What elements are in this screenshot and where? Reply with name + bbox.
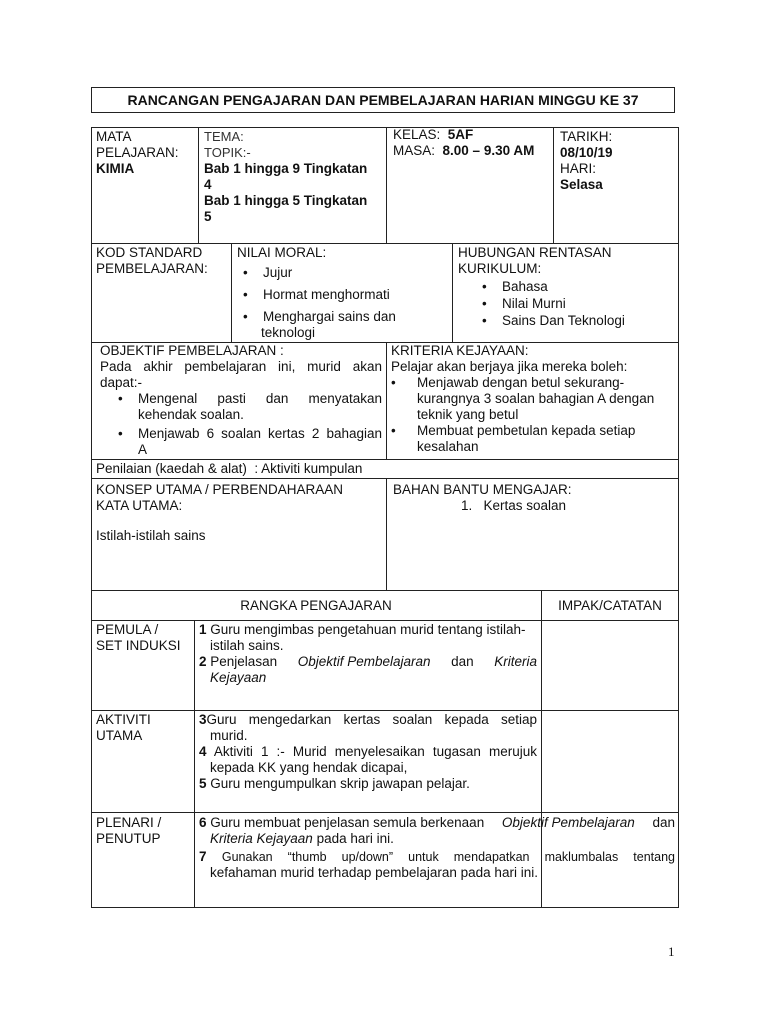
pemula-step-1-continuation: istilah sains.: [210, 638, 284, 653]
hubungan-item: • Nilai Murni: [476, 296, 676, 312]
step-italic: Kriteria Kejayaan: [210, 831, 313, 846]
page-number: 1: [668, 944, 675, 959]
step-text: Guru mengimbas pengetahuan murid tentang istilah-: [210, 622, 526, 637]
step-number: 2: [199, 654, 207, 669]
objektif-item-2-line-2: A: [138, 442, 148, 457]
step-text: dan: [652, 815, 675, 830]
step-number: 6: [199, 815, 207, 830]
objektif-intro-2: dapat:-: [100, 375, 143, 390]
bahan-bantu-cell: [393, 482, 675, 514]
kriteria-label: KRITERIA KEJAYAAN:: [391, 343, 529, 358]
step-number: 1: [199, 622, 207, 637]
kelas-label: KELAS:: [393, 127, 441, 142]
mata-label-2: PELAJARAN:: [96, 145, 179, 160]
kriteria-item-1-line-3: teknik yang betul: [417, 407, 519, 422]
plenari-label-1: PLENARI /: [96, 815, 162, 830]
step-text: Gunakan “thumb up/down” untuk mendapatkan maklumbalas tentang: [221, 850, 675, 864]
plenari-step-7-continuation: kefahaman murid terhadap pembelajaran pada hari ini.: [210, 865, 538, 880]
aktiviti-step-3-continuation: murid.: [210, 728, 248, 743]
kelas-value: 5AF: [447, 127, 474, 142]
step-italic: Kriteria: [494, 654, 537, 669]
aktiviti-step-4: [199, 744, 537, 760]
step-number: 3: [199, 712, 207, 727]
plenari-label-2: PENUTUP: [96, 831, 161, 846]
topik-line-1: Bab 1 hingga 9 Tingkatan: [204, 161, 368, 176]
step-text: Guru membuat penjelasan semula berkenaan: [210, 815, 485, 830]
objektif-intro-1: Pada akhir pembelajaran ini, murid akan: [100, 359, 382, 374]
pemula-label-1: PEMULA /: [96, 622, 159, 637]
pemula-step-2: [199, 654, 537, 670]
masa-value: 8.00 – 9.30 AM: [442, 143, 535, 158]
hubungan-label-2: KURIKULUM:: [458, 261, 542, 276]
step-number: 7: [199, 849, 207, 864]
tarikh-hari-cell: [560, 129, 676, 193]
plenari-step-6-continuation: [199, 831, 675, 847]
pemula-step-1: [199, 622, 537, 638]
konsep-label-2: KATA UTAMA:: [96, 498, 183, 513]
step-text: Guru mengumpulkan skrip jawapan pelajar.: [210, 776, 470, 791]
topik-line-3: Bab 1 hingga 5 Tingkatan: [204, 193, 368, 208]
konsep-label-1: KONSEP UTAMA / PERBENDAHARAAN: [96, 482, 344, 497]
kod-label-2: PEMBELAJARAN:: [96, 261, 208, 276]
nilai-item: • Hormat menghormati: [237, 287, 451, 303]
objektif-item-1-line-2: kehendak soalan.: [138, 407, 244, 422]
penilaian-row: Penilaian (kaedah & alat) : Aktiviti kumpulan: [96, 461, 363, 476]
nilai-item: • Menghargai sains dan: [237, 309, 451, 325]
nilai-item-continuation: teknologi: [261, 325, 316, 340]
objektif-item-2: [112, 426, 382, 458]
bahan-item-1: 1. Kertas soalan: [461, 498, 567, 513]
objektif-item-2-line-1: • Menjawab 6 soalan kertas 2 bahagian: [138, 426, 382, 441]
pemula-label: [96, 622, 192, 654]
hari-label: HARI:: [560, 161, 597, 176]
topik-label: TOPIK:-: [204, 145, 251, 160]
kriteria-item-2-line-2: kesalahan: [417, 439, 479, 454]
tema-label: TEMA:: [204, 129, 244, 144]
aktiviti-step-4-continuation: kepada KK yang hendak dicapai,: [210, 760, 408, 775]
tema-topik-cell: [204, 129, 384, 225]
hari-value: Selasa: [560, 177, 603, 192]
plenari-step-7: [199, 849, 675, 865]
plenari-content: [199, 815, 675, 881]
aktiviti-step-5: [199, 776, 537, 792]
mata-value: KIMIA: [96, 161, 135, 176]
kriteria-item-2-line-1: • Membuat pembetulan kepada setiap: [417, 423, 636, 438]
tarikh-value: 08/10/19: [560, 145, 613, 160]
aktiviti-label: [96, 712, 192, 744]
step-text: pada hari ini.: [316, 831, 394, 846]
rangka-header: RANGKA PENGAJARAN: [240, 598, 392, 613]
hubungan-item: • Sains Dan Teknologi: [476, 313, 676, 329]
step-text: Aktiviti 1 :- Murid menyelesaikan tugasan merujuk: [213, 744, 537, 759]
kriteria-item-1-line-2: kurangnya 3 soalan bahagian A dengan: [417, 391, 655, 406]
bahan-label: BAHAN BANTU MENGAJAR:: [393, 482, 572, 497]
aktiviti-label-2: UTAMA: [96, 728, 143, 743]
kriteria-item-1: [385, 375, 676, 423]
step-text: dan: [451, 654, 474, 669]
pemula-label-2: SET INDUKSI: [96, 638, 181, 653]
aktiviti-step-3: [199, 712, 537, 728]
topik-line-4: 5: [204, 209, 212, 224]
mata-pelajaran-cell: [96, 129, 196, 177]
document-title: RANCANGAN PENGAJARAN DAN PEMBELAJARAN HARIAN MINGGU KE 37: [91, 87, 675, 113]
step-text: Guru mengedarkan kertas soalan kepada setiap: [206, 712, 537, 727]
hubungan-item: • Bahasa: [476, 279, 676, 295]
objektif-item-1-line-1: • Mengenal pasti dan menyatakan: [138, 391, 382, 406]
pemula-step-2-continuation: Kejayaan: [210, 670, 267, 685]
pemula-content: [199, 622, 537, 686]
step-number: 4: [199, 744, 207, 759]
hubungan-label-1: HUBUNGAN RENTASAN: [458, 245, 612, 260]
plenari-step-6: [199, 815, 675, 831]
nilai-item: • Jujur: [237, 265, 451, 281]
kriteria-item-1-line-1: • Menjawab dengan betul sekurang-: [417, 375, 625, 390]
nilai-label: NILAI MORAL:: [237, 245, 327, 260]
aktiviti-label-1: AKTIVITI: [96, 712, 151, 727]
kriteria-item-2: [385, 423, 676, 455]
step-italic: Objektif Pembelajaran: [501, 815, 635, 830]
kriteria-intro: Pelajar akan berjaya jika mereka boleh:: [391, 359, 628, 374]
objektif-label: OBJEKTIF PEMBELAJARAN :: [100, 343, 284, 358]
mata-label-1: MATA: [96, 129, 132, 144]
step-italic: Objektif Pembelajaran: [297, 654, 431, 669]
konsep-utama-cell: [96, 482, 382, 544]
plenari-label: [96, 815, 192, 847]
tarikh-label: TARIKH:: [560, 129, 613, 144]
impak-header: IMPAK/CATATAN: [558, 598, 662, 613]
kelas-masa-cell: [393, 127, 553, 159]
kriteria-cell: [391, 343, 676, 455]
masa-label: MASA:: [393, 143, 436, 158]
objektif-cell: [100, 343, 382, 458]
konsep-value: Istilah-istilah sains: [96, 528, 206, 543]
nilai-moral-cell: [237, 245, 451, 341]
objektif-item-1: [112, 391, 382, 423]
step-text: Penjelasan: [210, 654, 278, 669]
kod-label-1: KOD STANDARD: [96, 245, 203, 260]
step-number: 5: [199, 776, 207, 791]
aktiviti-content: [199, 712, 537, 792]
kod-standard-cell: [96, 245, 230, 277]
hubungan-rentasan-cell: [458, 245, 676, 329]
topik-line-2: 4: [204, 177, 212, 192]
